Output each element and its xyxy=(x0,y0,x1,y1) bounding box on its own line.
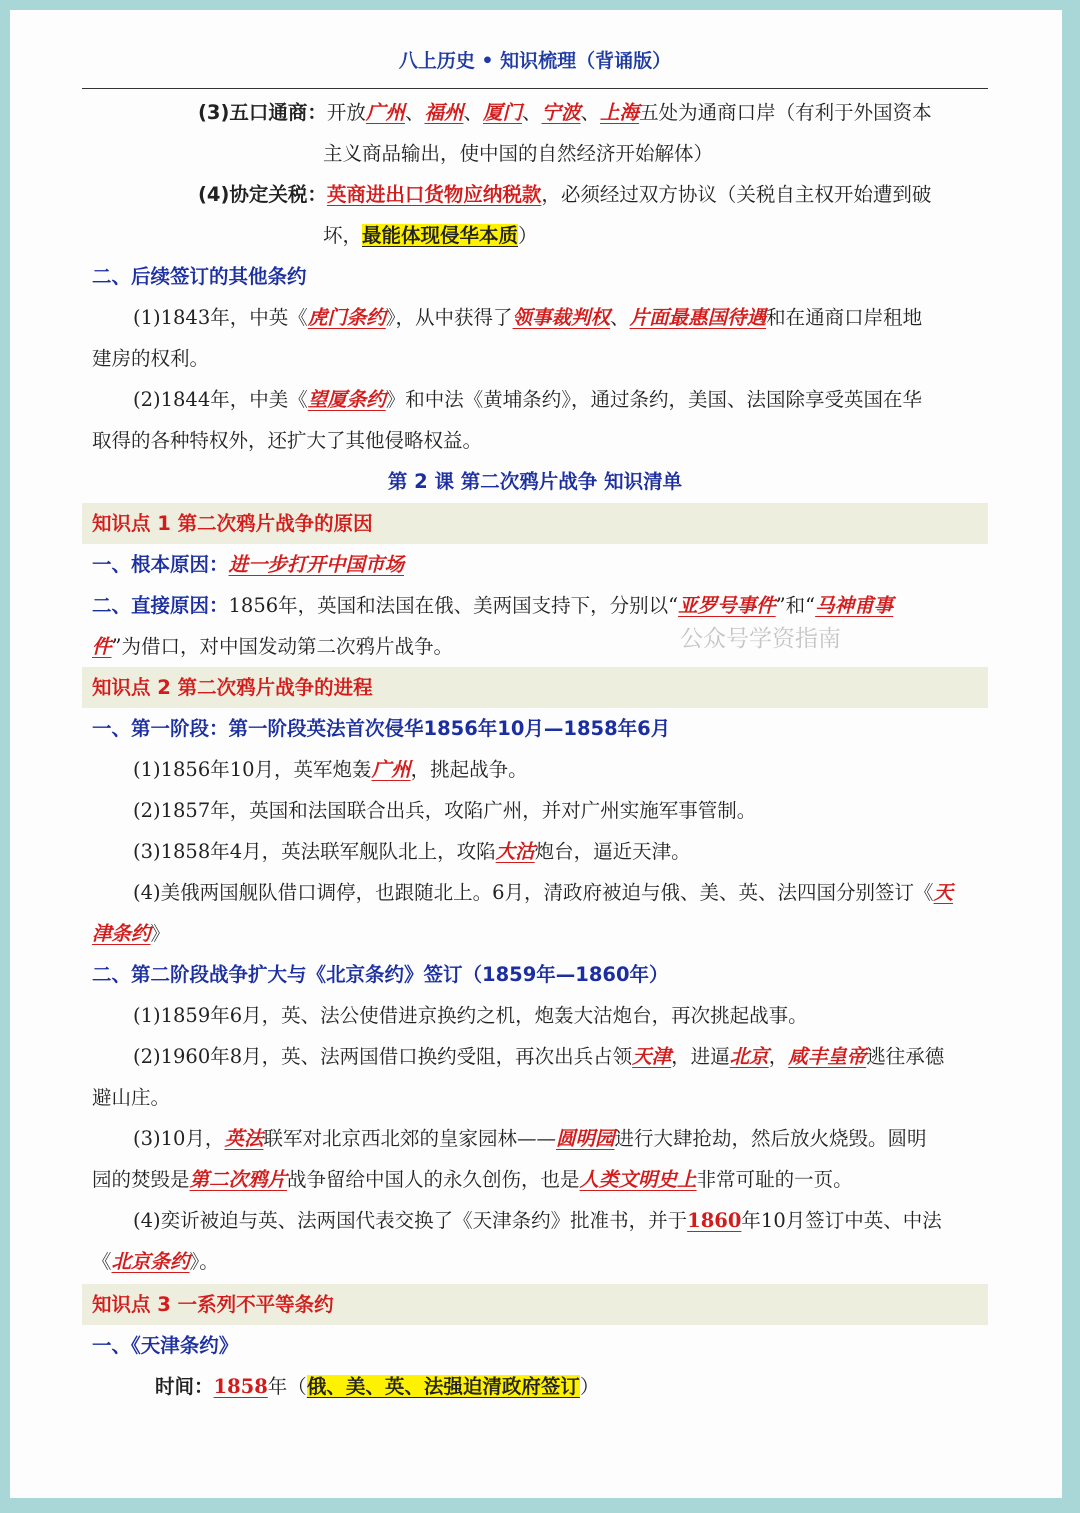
header-title: 八上历史 • 知识梳理（背诵版） xyxy=(398,50,672,72)
item-4-line1: (4)协定关税：英商进出口货物应纳税款，必须经过双方协议（关税自主权开始遭到破 xyxy=(198,183,932,206)
kp1-direct-cause-line2: 件”为借口，对中国发动第二次鸦片战争。 xyxy=(92,635,453,658)
kp2-stage2-heading: 二、第二阶段战争扩大与《北京条约》签订（1859年—1860年） xyxy=(92,963,669,986)
kp2-s2-3-line2: 园的焚毁是第二次鸦片战争留给中国人的永久创伤，也是人类文明史上非常可耻的一页。 xyxy=(92,1168,853,1191)
kp2-s1-2: (2)1857年，英国和法国联合出兵，攻陷广州，并对广州实施军事管制。 xyxy=(133,799,757,822)
kp2-stage1-heading: 一、第一阶段：第一阶段英法首次侵华1856年10月—1858年6月 xyxy=(92,717,671,740)
lesson-title: 第 2 课 第二次鸦片战争 知识清单 xyxy=(387,470,683,493)
item-3-label: (3)五口通商： xyxy=(198,101,327,124)
kp2-s2-2-line1: (2)1960年8月，英、法两国借口换约受阻，再次出兵占领天津，进逼北京，咸丰皇帝逃往承德 xyxy=(133,1045,945,1068)
kp2-s1-1: (1)1856年10月，英军炮轰广州，挑起战争。 xyxy=(133,758,528,781)
item-4-label: (4)协定关税： xyxy=(198,183,327,206)
watermark: 公众号学资指南 xyxy=(680,626,841,652)
section-2-p2-line2: 取得的各种特权外，还扩大了其他侵略权益。 xyxy=(92,429,483,452)
kp2-s2-4-line2: 《北京条约》。 xyxy=(92,1250,219,1273)
item-3-line1: (3)五口通商：开放广州、福州、厦门、宁波、上海五处为通商口岸（有利于外国资本 xyxy=(198,101,932,124)
section-2-p2-line1: (2)1844年，中美《望厦条约》和中法《黄埔条约》，通过条约，美国、法国除享受英国在华 xyxy=(133,388,923,411)
section-2-heading: 二、后续签订的其他条约 xyxy=(92,265,307,288)
kp3-time: 时间：1858年（俄、美、英、法强迫清政府签订） xyxy=(155,1375,600,1398)
item-3-line2: 主义商品输出，使中国的自然经济开始解体） xyxy=(323,142,714,165)
kp2-s2-3-line1: (3)10月，英法联军对北京西北郊的皇家园林——圆明园进行大肆抢劫，然后放火烧毁。圆明 xyxy=(133,1127,927,1150)
page-header xyxy=(82,38,988,89)
kp2-s2-4-line1: (4)奕䜣被迫与英、法两国代表交换了《天津条约》批准书，并于1860年10月签订中英、中法 xyxy=(133,1209,942,1232)
kp1-direct-cause-line1: 二、直接原因：1856年，英国和法国在俄、美两国支持下，分别以“亚罗号事件”和“马神甫事 xyxy=(92,594,894,617)
kp2-s1-4-line2: 津条约》 xyxy=(92,922,171,945)
kp2-s2-2-line2: 避山庄。 xyxy=(92,1086,171,1109)
item-4-line2: 坏，最能体现侵华本质） xyxy=(323,224,538,247)
kp1-root-cause: 一、根本原因：进一步打开中国市场 xyxy=(92,553,405,576)
kp2-s1-4-line1: (4)美俄两国舰队借口调停，也跟随北上。6月，清政府被迫与俄、美、英、法四国分别签订《天 xyxy=(133,881,954,904)
kp2-title: 知识点 2 第二次鸦片战争的进程 xyxy=(92,676,373,699)
kp1-title: 知识点 1 第二次鸦片战争的原因 xyxy=(92,512,373,535)
kp3-sub1: 一、《天津条约》 xyxy=(92,1334,239,1357)
kp2-s1-3: (3)1858年4月，英法联军舰队北上，攻陷大沽炮台，逼近天津。 xyxy=(133,840,691,863)
kp3-title: 知识点 3 一系列不平等条约 xyxy=(92,1293,334,1316)
section-2-p1-line2: 建房的权利。 xyxy=(92,347,210,370)
kp2-s2-1: (1)1859年6月，英、法公使借进京换约之机，炮轰大沽炮台，再次挑起战事。 xyxy=(133,1004,808,1027)
section-2-p1-line1: (1)1843年，中英《虎门条约》，从中获得了领事裁判权、片面最惠国待遇和在通商口岸租地 xyxy=(133,306,923,329)
